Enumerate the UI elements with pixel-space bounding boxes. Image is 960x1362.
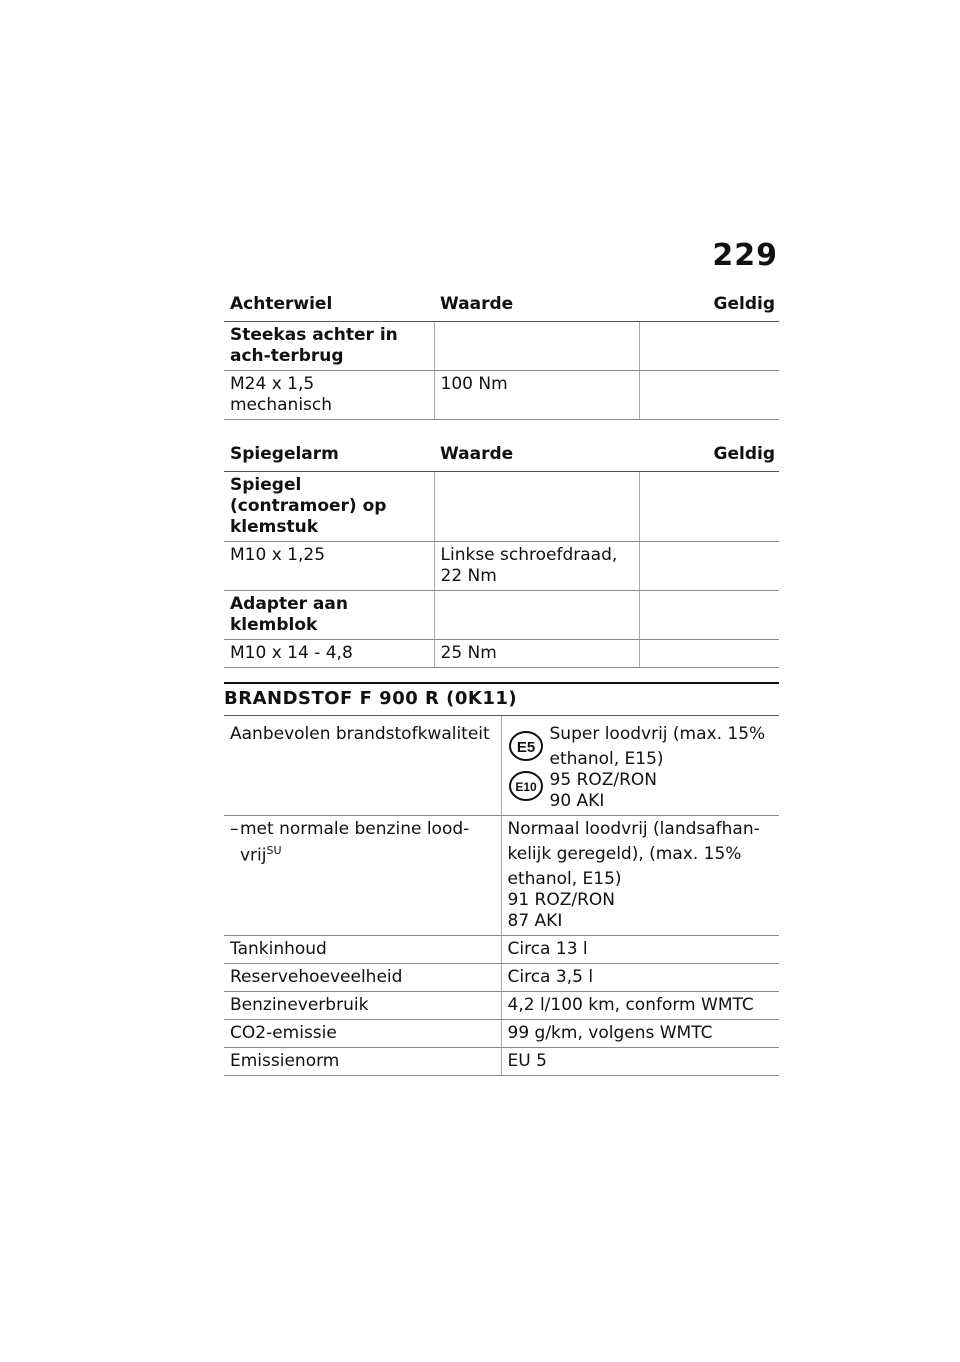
footnote-mark: SU — [266, 844, 282, 857]
table-header-row — [224, 290, 779, 322]
page-content — [224, 290, 779, 1076]
fuel-table — [224, 716, 779, 1076]
value-cell: 99 g/km, volgens WMTC — [501, 1020, 779, 1048]
value-text: 90 AKI — [549, 791, 605, 811]
spec-cell — [224, 371, 434, 420]
value-cell: EU 5 — [501, 1048, 779, 1076]
table-row — [224, 640, 779, 668]
value-cell: Circa 3,5 l — [501, 964, 779, 992]
dash-mark: – — [230, 819, 239, 839]
table-row — [224, 472, 779, 542]
value-cell: 4,2 l/100 km, conform WMTC — [501, 992, 779, 1020]
value-text: 22 Nm — [440, 566, 497, 586]
table-row — [224, 1020, 779, 1048]
fuel-section-title: BRANDSTOF F 900 R (0K11) — [224, 682, 779, 716]
valid-cell — [639, 640, 779, 668]
label-cell: Emissienorm — [224, 1048, 501, 1076]
spec-text: M24 x 1,5 — [230, 374, 315, 394]
value-text: kelijk geregeld), (max. 15% — [507, 844, 742, 864]
label-cell: Benzineverbruik — [224, 992, 501, 1020]
label-cell: Reservehoeveelheid — [224, 964, 501, 992]
table-row — [224, 542, 779, 591]
group-label-text: Steekas achter in ach-terbrug — [230, 325, 398, 366]
label-cell: CO2-emissie — [224, 1020, 501, 1048]
e5-badge-label: E5 — [516, 739, 535, 756]
value-cell: 100 Nm — [434, 371, 639, 420]
value-text: Linkse schroefdraad, — [440, 545, 618, 565]
table-row — [224, 816, 779, 936]
e5-fuel-icon — [508, 730, 544, 762]
label-text: met normale benzine lood- — [240, 819, 470, 839]
table-row — [224, 371, 779, 420]
column-header: Geldig — [639, 440, 779, 472]
label-cell — [224, 816, 501, 936]
group-label: Spiegel (contramoer) op klemstuk — [224, 472, 434, 542]
value-text: Super loodvrij (max. 15% — [549, 724, 766, 744]
table-cell — [639, 591, 779, 640]
table-row — [224, 964, 779, 992]
label-cell: Aanbevolen brandstofkwaliteit — [224, 716, 501, 816]
column-header: Waarde — [434, 290, 639, 322]
spec-cell: M10 x 1,25 — [224, 542, 434, 591]
rear-wheel-table — [224, 290, 779, 420]
table-row — [224, 716, 779, 816]
table-row — [224, 322, 779, 371]
group-label: Adapter aan klemblok — [224, 591, 434, 640]
value-cell — [501, 716, 779, 816]
value-text: 91 ROZ/RON — [507, 890, 616, 910]
valid-cell — [639, 542, 779, 591]
page-number: 229 — [712, 238, 778, 273]
e10-badge-label: E10 — [514, 780, 537, 794]
value-text: ethanol, E15) — [549, 749, 664, 769]
column-header: Geldig — [639, 290, 779, 322]
valid-cell — [639, 371, 779, 420]
label-cell: Tankinhoud — [224, 936, 501, 964]
column-header: Achterwiel — [224, 290, 434, 322]
table-row — [224, 1048, 779, 1076]
value-cell: Circa 13 l — [501, 936, 779, 964]
table-cell — [434, 472, 639, 542]
spec-cell: M10 x 14 - 4,8 — [224, 640, 434, 668]
value-text: 87 AKI — [507, 911, 563, 931]
table-cell — [434, 591, 639, 640]
table-row — [224, 591, 779, 640]
group-label — [224, 322, 434, 371]
e10-fuel-icon — [508, 770, 544, 802]
value-text: ethanol, E15) — [507, 869, 622, 889]
table-cell — [639, 322, 779, 371]
column-header: Waarde — [434, 440, 639, 472]
table-cell — [639, 472, 779, 542]
value-cell: 25 Nm — [434, 640, 639, 668]
value-cell — [434, 542, 639, 591]
spec-text: mechanisch — [230, 395, 333, 415]
value-text: Normaal loodvrij (landsafhan- — [507, 819, 760, 839]
fuel-badges — [508, 730, 544, 802]
mirror-arm-table — [224, 440, 779, 668]
table-row — [224, 992, 779, 1020]
table-cell — [434, 322, 639, 371]
column-header: Spiegelarm — [224, 440, 434, 472]
value-cell — [501, 816, 779, 936]
label-text: vrij — [240, 845, 267, 866]
value-text: 95 ROZ/RON — [549, 770, 658, 790]
table-row — [224, 936, 779, 964]
table-header-row — [224, 440, 779, 472]
